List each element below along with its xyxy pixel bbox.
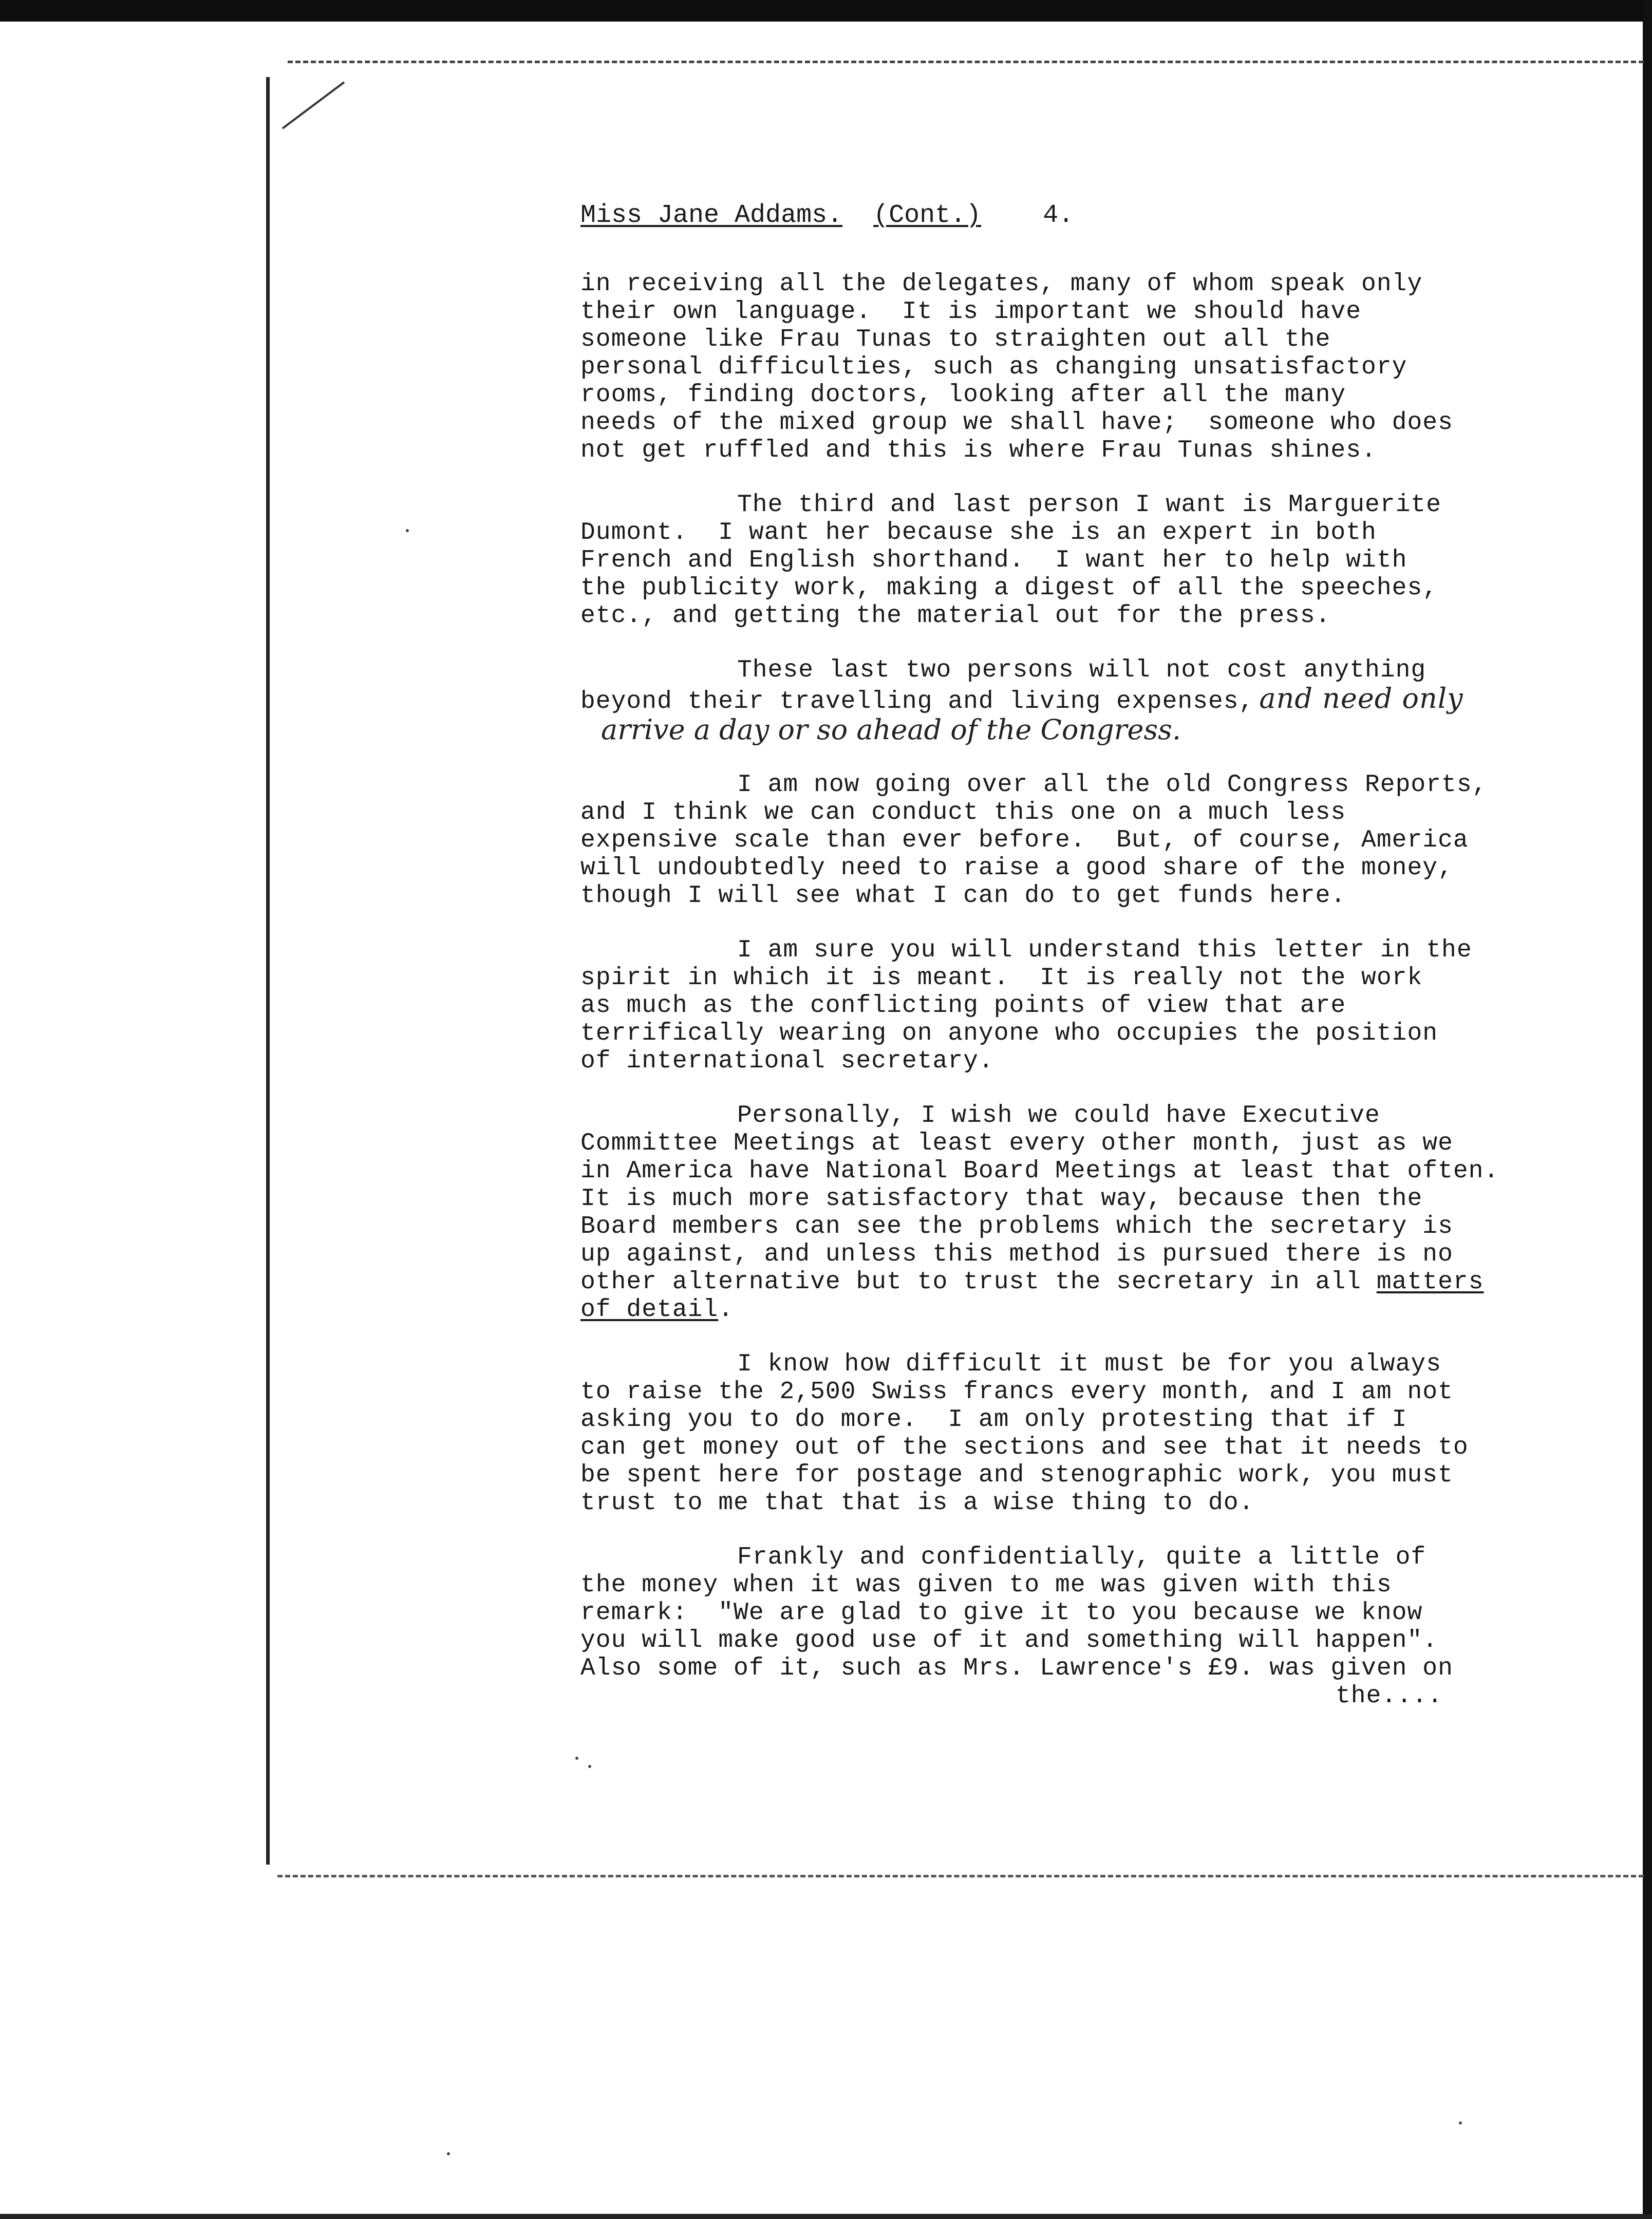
paragraph [580,270,1556,464]
text-line: Committee Meetings at least every other month, just as we [580,1130,1453,1157]
paragraph [580,1544,1556,1710]
text-line: French and English shorthand. I want her to help with [580,547,1407,574]
page-top-edge [288,61,1644,63]
text-line: up against, and unless this method is pursued there is no [580,1240,1453,1268]
text-line: be spent here for postage and stenographic work, you must [580,1461,1453,1489]
paragraph [580,491,1556,630]
text-line: in America have National Board Meetings at least that often. [580,1157,1499,1185]
corner-fold-mark [277,77,349,134]
text-line [580,1296,1556,1324]
paragraph [580,1350,1556,1517]
text-line: Dumont. I want her because she is an expert in both [580,519,1377,547]
text-line [580,1268,1556,1296]
underlined-text: of detail [580,1296,719,1324]
text-line: to raise the 2,500 Swiss francs every month, and I am not [580,1378,1453,1406]
text-line: of international secretary. [580,1047,994,1075]
recipient-name: Miss Jane Addams. [580,201,843,230]
text-line: and I think we can conduct this one on a much less [580,799,1346,826]
handwritten-annotation: and need only [1259,682,1463,714]
text-line: asking you to do more. I am only protesting that if I [580,1406,1407,1434]
scan-right-edge [1643,0,1652,2219]
text-line: It is much more satisfactory that way, because then the [580,1185,1423,1213]
page-number: 4. [1043,201,1074,230]
underlined-text: matters [1376,1268,1484,1296]
scan-bottom-edge [0,2214,1652,2219]
text-line: Board members can see the problems which the secretary is [580,1213,1453,1240]
text-line: etc., and getting the material out for the press. [580,602,1331,630]
scan-top-edge [0,0,1652,22]
text-line: remark: "We are glad to give it to you because we know [580,1599,1423,1627]
text-line: in receiving all the delegates, many of whom speak only [580,270,1423,298]
paragraph [580,936,1556,1075]
typed-text: beyond their travelling and living expenses, [580,688,1254,716]
text-line: trust to me that that is a wise thing to do. [580,1489,1254,1517]
page-left-edge [266,77,270,1865]
page-bottom-edge [277,1875,1644,1877]
scan-speck [447,2152,450,2155]
text-line: rooms, finding doctors, looking after all the many [580,381,1346,409]
text-line: I know how difficult it must be for you always [737,1350,1442,1378]
text-line: I am now going over all the old Congress Reports, [737,771,1488,799]
text-line: as much as the conflicting points of view that are [580,992,1346,1020]
scan-speck [575,1757,578,1760]
text-line: someone like Frau Tunas to straighten out all the [580,326,1331,353]
letter-page [580,200,1556,1737]
paragraph [580,656,1556,744]
handwritten-annotation: arrive a day or so ahead of the Congress. [601,713,1181,746]
text-line: can get money out of the sections and see that it needs to [580,1434,1469,1461]
text-line: their own language. It is important we should have [580,298,1362,326]
typed-text: other alternative but to trust the secretary in all [580,1268,1362,1296]
text-line: spirit in which it is meant. It is really not the work [580,964,1423,992]
text-line: Also some of it, such as Mrs. Lawrence's £9. was given on [580,1654,1453,1682]
text-line: the publicity work, making a digest of all the speeches, [580,574,1438,602]
text-line: Personally, I wish we could have Executive [737,1102,1380,1130]
scan-speck [1459,2121,1462,2124]
text-line: will undoubtedly need to raise a good share of the money, [580,854,1453,882]
text-line: though I will see what I can do to get funds here. [580,882,1346,910]
text-line: needs of the mixed group we shall have; someone who does [580,409,1453,437]
text-line: terrifically wearing on anyone who occupies the position [580,1020,1438,1047]
text-line: the money when it was given to me was given with this [580,1571,1392,1599]
scan-speck [588,1765,591,1768]
scan-speck [406,529,409,532]
page-header [580,200,1556,231]
text-line: These last two persons will not cost anything [737,656,1426,684]
text-line: personal difficulties, such as changing unsatisfactory [580,353,1407,381]
paragraph [580,1102,1556,1324]
text-line: The third and last person I want is Marguerite [737,491,1442,519]
text-line [580,684,1556,716]
text-line: I am sure you will understand this letter in the [737,936,1472,964]
continued-marker: (Cont.) [873,201,982,230]
text-line: not get ruffled and this is where Frau Tunas shines. [580,437,1377,464]
text-line: Frankly and confidentially, quite a little of [737,1544,1426,1571]
typed-text: . [718,1296,734,1324]
paragraph [580,771,1556,910]
continuation-text: the.... [1336,1682,1443,1710]
text-line: expensive scale than ever before. But, of course, America [580,826,1469,854]
text-line: you will make good use of it and something will happen". [580,1627,1438,1654]
